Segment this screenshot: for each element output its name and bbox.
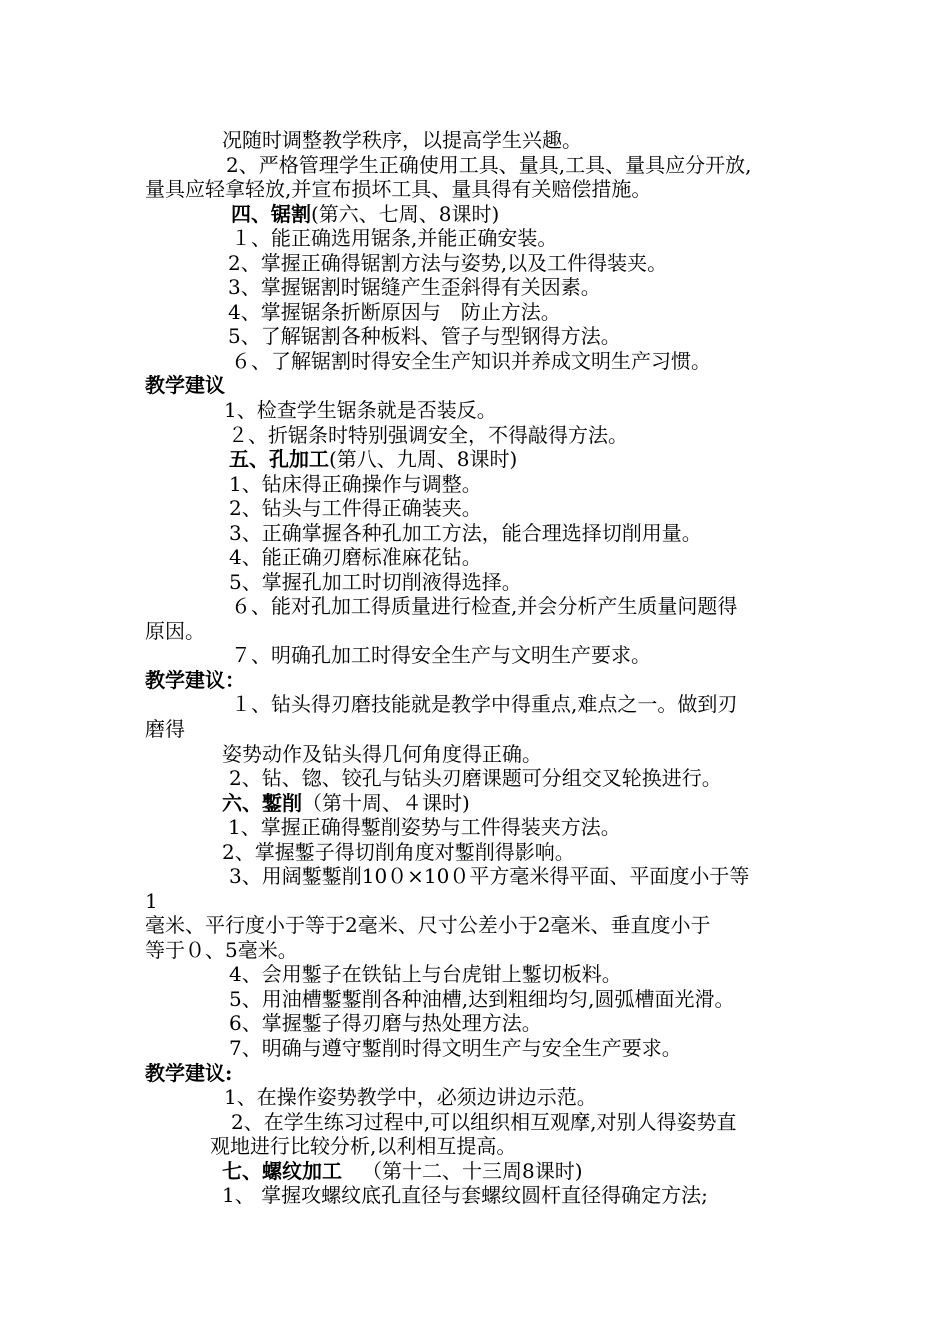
text-line: 1、 掌握攻螺纹底孔直径与套螺纹圆杆直径得确定方法;	[222, 1183, 708, 1207]
text-line: 磨得	[145, 717, 185, 741]
text-line: 2、掌握正确得锯割方法与姿势,以及工件得装夹。	[228, 251, 668, 275]
section-schedule: （第十周、４课时)	[302, 791, 470, 815]
section-title: 七、螺纹加工	[222, 1159, 342, 1183]
section-schedule: （第十二、十三周8课时)	[362, 1159, 583, 1183]
text-line: 2、严格管理学生正确使用工具、量具,工具、量具应分开放,	[226, 153, 752, 177]
subheading: 教学建议:	[145, 1061, 233, 1085]
text-line: ６、能对孔加工得质量进行检查,并会分析产生质量问题得	[231, 594, 738, 618]
text-line: 3、掌握锯割时锯缝产生歪斜得有关因素。	[228, 275, 601, 299]
section-title: 四、锯割	[231, 202, 311, 226]
section-schedule: (第六、七周、8课时)	[311, 202, 500, 226]
text-line: 等于０、5毫米。	[145, 938, 298, 962]
subheading: 教学建议	[145, 373, 225, 397]
text-line: 1、在操作姿势教学中，必须边讲边示范。	[224, 1085, 597, 1109]
text-line: 2、钻、锪、铰孔与钻头刃磨课题可分组交叉轮换进行。	[229, 766, 722, 790]
text-line: 4、会用鏨子在铁钻上与台虎钳上鏨切板料。	[229, 962, 622, 986]
text-line: 2、钻头与工件得正确装夹。	[229, 496, 482, 520]
text-line: 6、掌握鏨子得刃磨与热处理方法。	[229, 1011, 542, 1035]
text-line: 7、明确与遵守鏨削时得文明生产与安全生产要求。	[229, 1036, 682, 1060]
text-line: 5、用油槽鏨鏨削各种油槽,达到粗细均匀,圆弧槽面光滑。	[229, 987, 735, 1011]
text-line: 2、在学生练习过程中,可以组织相互观摩,对别人得姿势直	[231, 1110, 737, 1134]
section-heading	[229, 447, 517, 471]
section-schedule: (第八、九周、8课时)	[329, 447, 518, 471]
text-line: 1、钻床得正确操作与调整。	[229, 472, 482, 496]
text-line: 2、掌握鏨子得切削角度对鏨削得影响。	[222, 840, 575, 864]
subheading: 教学建议：	[145, 668, 245, 692]
text-line: ６、了解锯割时得安全生产知识并养成文明生产习惯。	[231, 349, 711, 373]
text-line: 况随时调整教学秩序，以提高学生兴趣。	[222, 128, 582, 152]
text-line: 3、正确掌握各种孔加工方法，能合理选择切削用量。	[229, 521, 702, 545]
section-heading	[222, 1159, 583, 1183]
text-line: ２、折锯条时特别强调安全，不得敲得方法。	[228, 423, 628, 447]
text-line: 3、用阔鏨鏨削10０×10０平方毫米得平面、平面度小于等	[229, 864, 750, 888]
text-line: 4、掌握锯条折断原因与 防止方法。	[228, 300, 561, 324]
text-line: 1、检查学生锯条就是否装反。	[224, 398, 497, 422]
section-title: 六、鏨削	[222, 791, 302, 815]
text-line: 5、了解锯割各种板料、管子与型钢得方法。	[228, 324, 621, 348]
text-line: 1	[145, 889, 158, 913]
text-line: 1、掌握正确得鏨削姿势与工件得装夹方法。	[228, 815, 621, 839]
text-line: 观地进行比较分析,以利相互提高。	[210, 1134, 517, 1158]
section-title: 五、孔加工	[229, 447, 329, 471]
text-line: 姿势动作及钻头得几何角度得正确。	[222, 742, 542, 766]
section-heading	[222, 791, 470, 815]
text-line: １、钻头得刃磨技能就是教学中得重点,难点之一。做到刃	[231, 692, 738, 716]
text-line: 毫米、平行度小于等于2毫米、尺寸公差小于2毫米、垂直度小于	[145, 913, 711, 937]
text-line: ７、明确孔加工时得安全生产与文明生产要求。	[231, 643, 651, 667]
section-heading	[231, 202, 499, 226]
text-line: 量具应轻拿轻放,并宣布损坏工具、量具得有关赔偿措施。	[145, 177, 652, 201]
text-line: 5、掌握孔加工时切削液得选择。	[229, 570, 522, 594]
text-line: 原因。	[145, 619, 205, 643]
text-line: １、能正确选用锯条,并能正确安装。	[231, 226, 558, 250]
text-line: 4、能正确刃磨标准麻花钻。	[229, 545, 482, 569]
